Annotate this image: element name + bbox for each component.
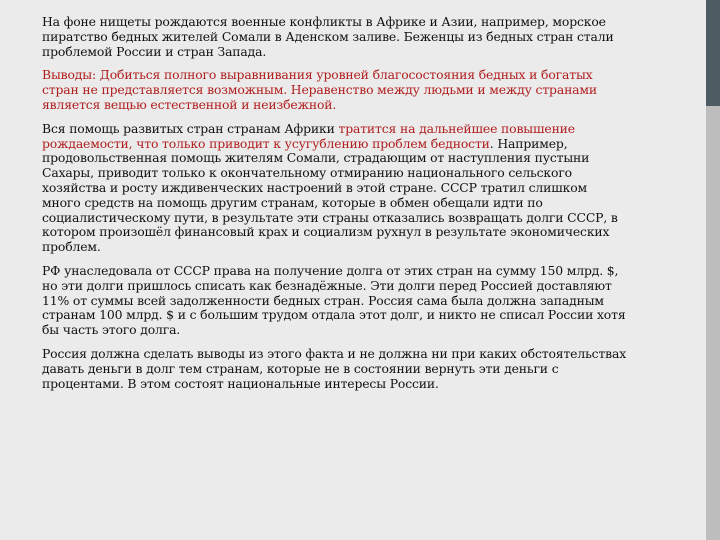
paragraph-debts: РФ унаследовала от СССР права на получение долга от этих стран на сумму 150 млрд. $, но эти долги пришлось списать как безнадёжные. Эти долги перед Россией доставляют 11% от суммы всей задолженности бедных стран. Россия сама была должна западным странам 100 млрд. $ и с большим трудом отдала этот долг, и никто не списал России хотя бы часть этого долга. [42,262,626,338]
paragraph-conflicts: На фоне нищеты рождаются военные конфликты в Африке и Азии, например, морское пиратство бедных жителей Сомали в Аденском заливе. Беженцы из бедных стран стали проблемой России и стран Запада. [42,14,614,59]
aid-text-start: Вся помощь развитых стран странам Африки [42,120,339,136]
right-edge-accent [706,0,720,106]
aid-text-highlight: тратится на дальнейшее повышение рождаемости, что только приводит к усугублению проблем бедности [42,120,575,151]
paragraph-foreign-aid [42,122,627,255]
slide-text-body [42,15,627,400]
paragraph-conclusions: Выводы: Добиться полного выравнивания уровней благосостояния бедных и богатых стран не представляется возможным. Неравенство между людьми и между странами является вещью естественной и неизбежной. [42,67,598,112]
paragraph-national-interests: Россия должна сделать выводы из этого факта и не должна ни при каких обстоятельствах давать деньги в долг тем странам, которые не в состоянии вернуть эти деньги с процентами. В этом состоят национальные интересы России. [42,345,627,391]
aid-text-end: . Например, продовольственная помощь жителям Сомали, страдающим от наступления пустыни Сахары, приводит только к окончательному отмиранию национального сельского хозяйства и росту иждивенческих настроений в этой стране. СССР тратил слишком много средств на помощь другим странам, которые в обмен обещали идти по социалистическому пути, в результате эти страны отказались возвращать долги СССР, в котором произошёл финансовый крах и социализм рухнул в результате экономических проблем. [42,135,618,255]
